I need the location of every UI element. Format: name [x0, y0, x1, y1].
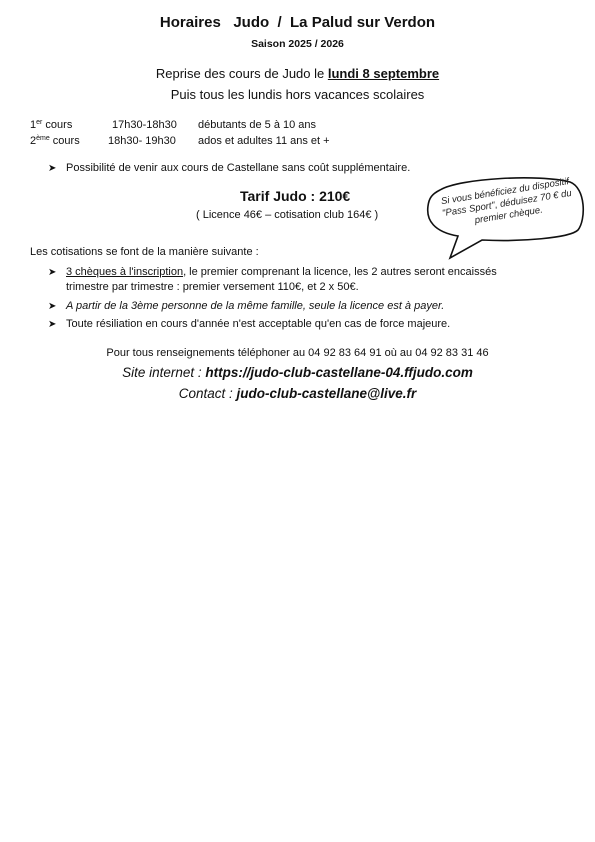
reprise-date: lundi 8 septembre — [327, 66, 440, 81]
pass-sport-text: Si vous bénéficiez du dispositif "Pass Sport", déduisez 70 € du premier chèque. — [440, 176, 573, 227]
course-2-label: cours — [49, 135, 80, 147]
cheques-rest: , le premier comprenant la licence, les 2 autres seront encaissés — [183, 266, 497, 278]
tarif-detail: ( Licence 46€ – cotisation club 164€ ) — [196, 209, 379, 221]
website-line — [0, 365, 595, 380]
website-link[interactable]: https://judo-club-castellane-04.ffjudo.com — [205, 365, 473, 380]
tarif-title: Tarif Judo : 210€ — [240, 188, 351, 204]
possibilite-text: Possibilité de venir aux cours de Castellane sans coût supplémentaire. — [66, 162, 411, 174]
course-1-num: 1 — [30, 119, 37, 131]
title-location: La Palud sur Verdon — [290, 14, 436, 31]
famille-text: A partir de la 3ème personne de la même famille, seule la licence est à payer. — [66, 300, 445, 312]
website-label: Site internet : — [122, 365, 206, 380]
resiliation-text: Toute résiliation en cours d'année n'est acceptable qu'en cas de force majeure. — [66, 318, 451, 330]
contact-label: Contact : — [178, 386, 237, 401]
phone-info: Pour tous renseignements téléphoner au 04 92 83 64 91 où au 04 92 83 31 46 — [106, 347, 489, 359]
arrow-bullet-icon: ➤ — [48, 267, 57, 278]
arrow-bullet-icon: ➤ — [48, 319, 57, 330]
title-separator: / — [277, 14, 282, 31]
course-1-sup: er — [36, 119, 43, 126]
pass-sport-bubble — [420, 172, 588, 272]
contact-line — [0, 386, 595, 401]
contact-email-link[interactable]: judo-club-castellane@live.fr — [236, 386, 417, 401]
cotisations-intro: Les cotisations se font de la manière suivante : — [30, 246, 259, 258]
cotisation-item-resiliation — [48, 318, 450, 330]
page-title — [0, 14, 595, 31]
cotisation-item-famille — [48, 300, 444, 312]
course-2-time: 18h30- 19h30 — [108, 135, 176, 147]
course-2-sup: ème — [36, 135, 50, 142]
possibilite-item — [48, 162, 410, 174]
arrow-bullet-icon: ➤ — [48, 301, 57, 312]
course-2-num: 2 — [30, 135, 37, 147]
reprise-line — [0, 66, 595, 81]
cheques-underlined: 3 chèques à l'inscription — [66, 266, 184, 278]
reprise-line-2: Puis tous les lundis hors vacances scolaires — [170, 87, 425, 102]
course-1-time: 17h30-18h30 — [112, 119, 177, 131]
course-1-label: cours — [42, 119, 73, 131]
season-subtitle: Saison 2025 / 2026 — [251, 38, 344, 50]
course-row-2 — [30, 135, 330, 147]
cotisation-item-cheques — [48, 266, 497, 278]
title-horaires: Horaires — [159, 14, 221, 31]
course-2-desc: ados et adultes 11 ans et + — [198, 135, 330, 147]
arrow-bullet-icon: ➤ — [48, 163, 57, 174]
cheques-continuation: trimestre par trimestre : premier versement 110€, et 2 x 50€. — [66, 281, 359, 293]
title-judo: Judo — [233, 14, 270, 31]
course-1-desc: débutants de 5 à 10 ans — [198, 119, 317, 131]
course-row-1 — [30, 119, 316, 131]
reprise-prefix: Reprise des cours de Judo le — [155, 66, 328, 81]
